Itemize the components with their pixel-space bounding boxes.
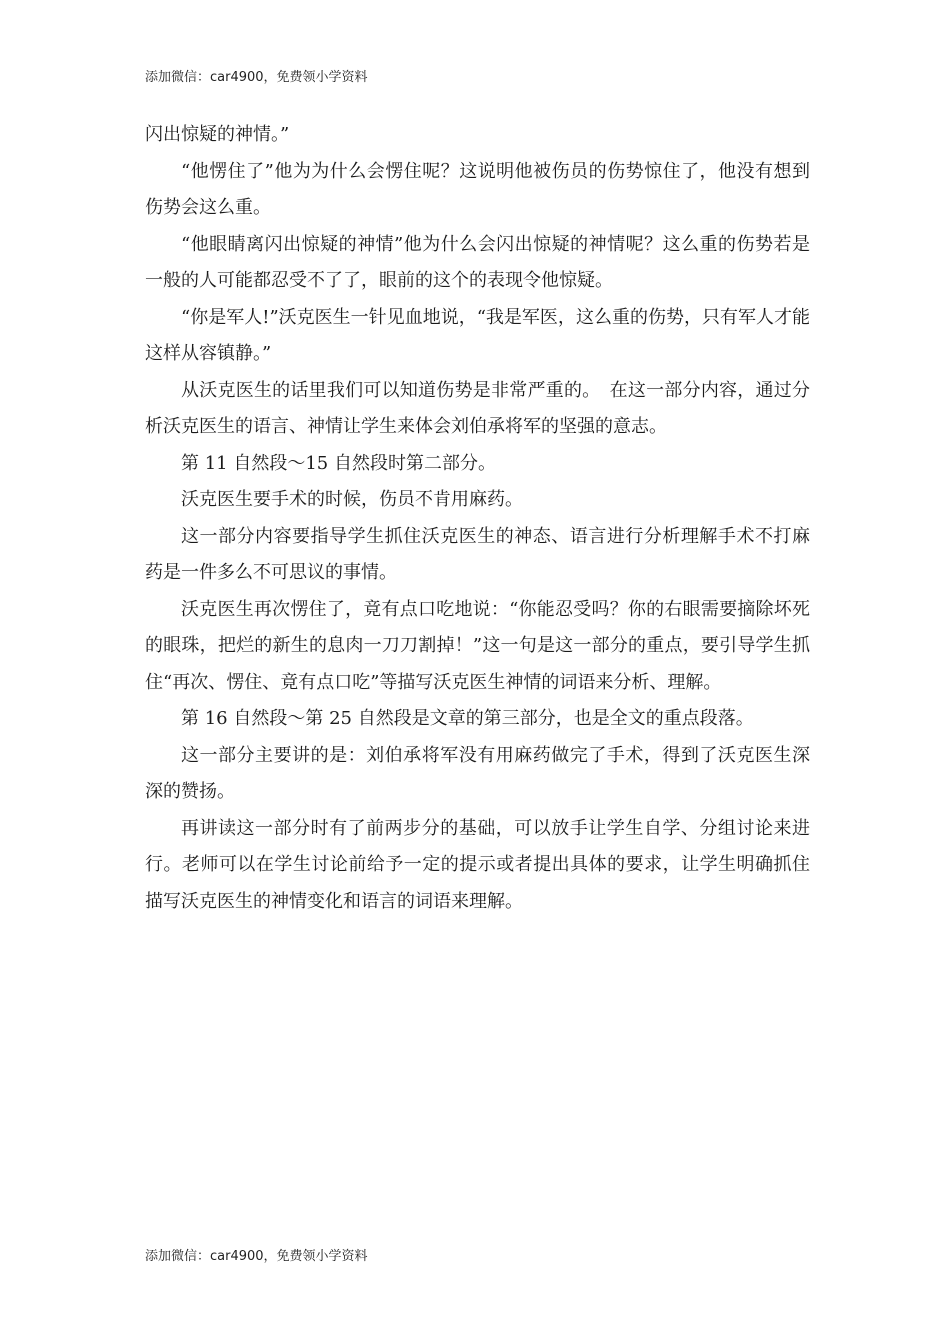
- paragraph: 再讲读这一部分时有了前两步分的基础，可以放手让学生自学、分组讨论来进行。老师可以在学生讨论前给予一定的提示或者提出具体的要求，让学生明确抓住描写沃克医生的神情变化和语言的词语来理解。: [145, 817, 810, 912]
- paragraph: 第 11 自然段～15 自然段时第二部分。: [181, 452, 496, 474]
- paragraph: 这一部分内容要指导学生抓住沃克医生的神态、语言进行分析理解手术不打麻药是一件多么不可思议的事情。: [145, 525, 810, 583]
- paragraph: 第 16 自然段～第 25 自然段是文章的第三部分，也是全文的重点段落。: [181, 708, 754, 729]
- paragraph: 沃克医生要手术的时候，伤员不肯用麻药。: [181, 489, 523, 510]
- page-header: 添加微信：car4900，免费领小学资料: [145, 70, 368, 85]
- paragraph: “你是军人!”沃克医生一针见血地说，“我是军医，这么重的伤势，只有军人才能这样从容镇静。”: [145, 306, 810, 364]
- paragraph: 闪出惊疑的神情。”: [145, 124, 290, 145]
- paragraph: 这一部分主要讲的是：刘伯承将军没有用麻药做完了手术，得到了沃克医生深深的赞扬。: [145, 744, 810, 802]
- paragraph: 沃克医生再次愣住了，竟有点口吃地说：“你能忍受吗？你的右眼需要摘除坏死的眼珠，把烂的新生的息肉一刀刀割掉！”这一句是这一部分的重点，要引导学生抓住“再次、愣住、竟有点口吃”等描写沃克医生神情的词语来分析、理解。: [145, 598, 810, 693]
- document-body: [145, 117, 810, 920]
- paragraph: 从沃克医生的话里我们可以知道伤势是非常严重的。 在这一部分内容，通过分析沃克医生的语言、神情让学生来体会刘伯承将军的坚强的意志。: [145, 379, 810, 437]
- page-footer: 添加微信：car4900，免费领小学资料: [145, 1249, 368, 1264]
- paragraph: “他眼睛离闪出惊疑的神情”他为什么会闪出惊疑的神情呢？这么重的伤势若是一般的人可能都忍受不了了，眼前的这个的表现令他惊疑。: [145, 233, 810, 291]
- paragraph: “他愣住了”他为为什么会愣住呢？这说明他被伤员的伤势惊住了，他没有想到伤势会这么重。: [145, 160, 810, 218]
